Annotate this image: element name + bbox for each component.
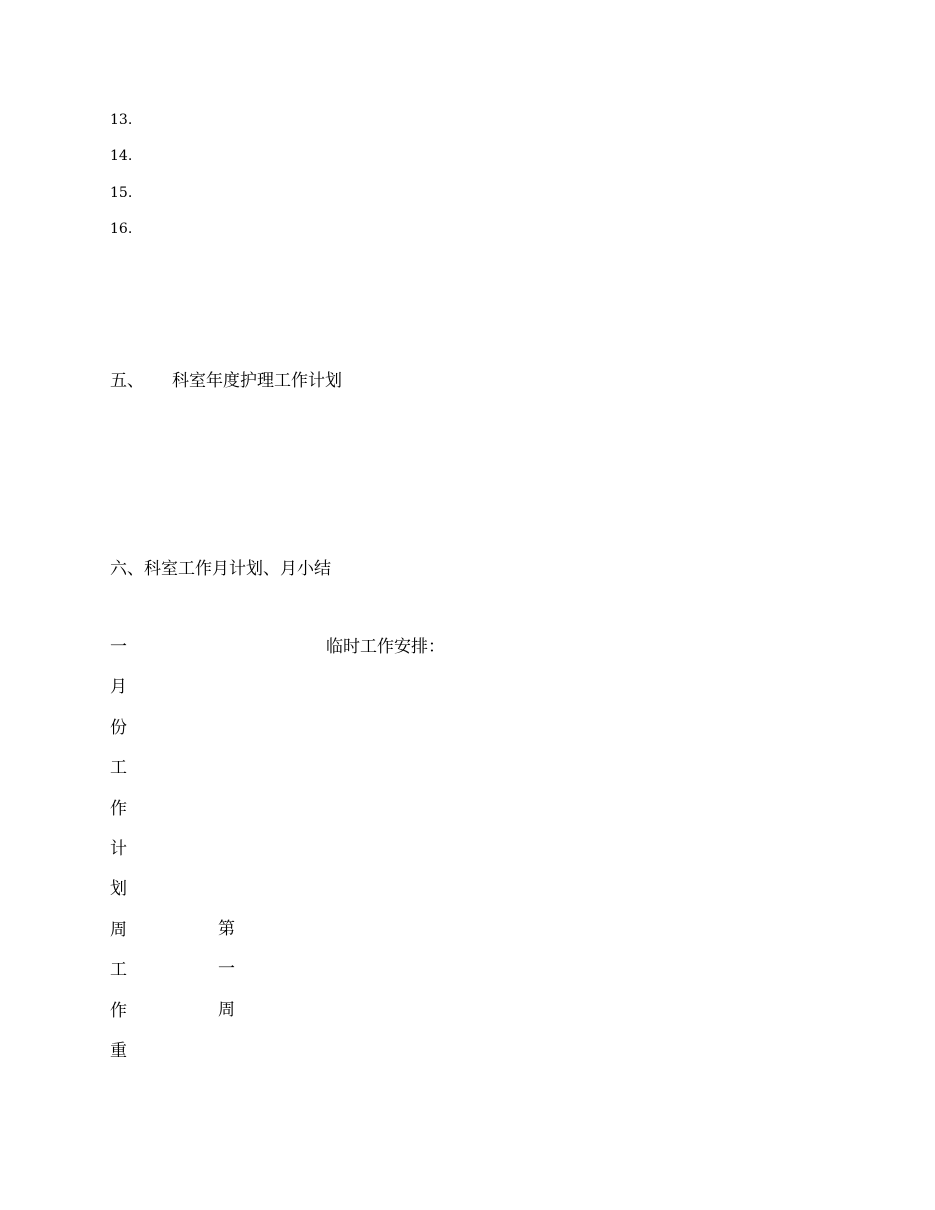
label-char: 月 <box>110 677 127 698</box>
label-char: 工 <box>110 960 127 981</box>
label-char: 份 <box>110 717 127 738</box>
section-5-number: 五、 <box>110 371 144 391</box>
label-char: 计 <box>110 838 127 859</box>
temporary-arrangement-label: 临时工作安排： <box>326 637 445 657</box>
section-5-title: 科室年度护理工作计划 <box>172 371 342 391</box>
label-char: 划 <box>110 879 127 900</box>
list-item-number: 13. <box>110 112 133 128</box>
week-label-char: 周 <box>218 999 235 1020</box>
list-item-number: 14. <box>110 148 133 164</box>
label-char: 作 <box>110 798 127 819</box>
week-label-column <box>218 918 235 1039</box>
week-label-char: 第 <box>218 919 235 939</box>
label-char: 周 <box>110 919 127 940</box>
label-char: 一 <box>110 637 127 657</box>
section-6-heading: 六、科室工作月计划、月小结 <box>110 559 331 579</box>
list-item-number: 16. <box>110 221 133 237</box>
section-5-heading <box>110 370 342 392</box>
label-char: 重 <box>110 1040 127 1061</box>
week-label-char: 一 <box>218 959 235 980</box>
label-char: 工 <box>110 758 127 779</box>
label-char: 作 <box>110 1000 127 1021</box>
list-item-number: 15. <box>110 185 133 201</box>
monthly-plan-label-column <box>110 636 127 1080</box>
